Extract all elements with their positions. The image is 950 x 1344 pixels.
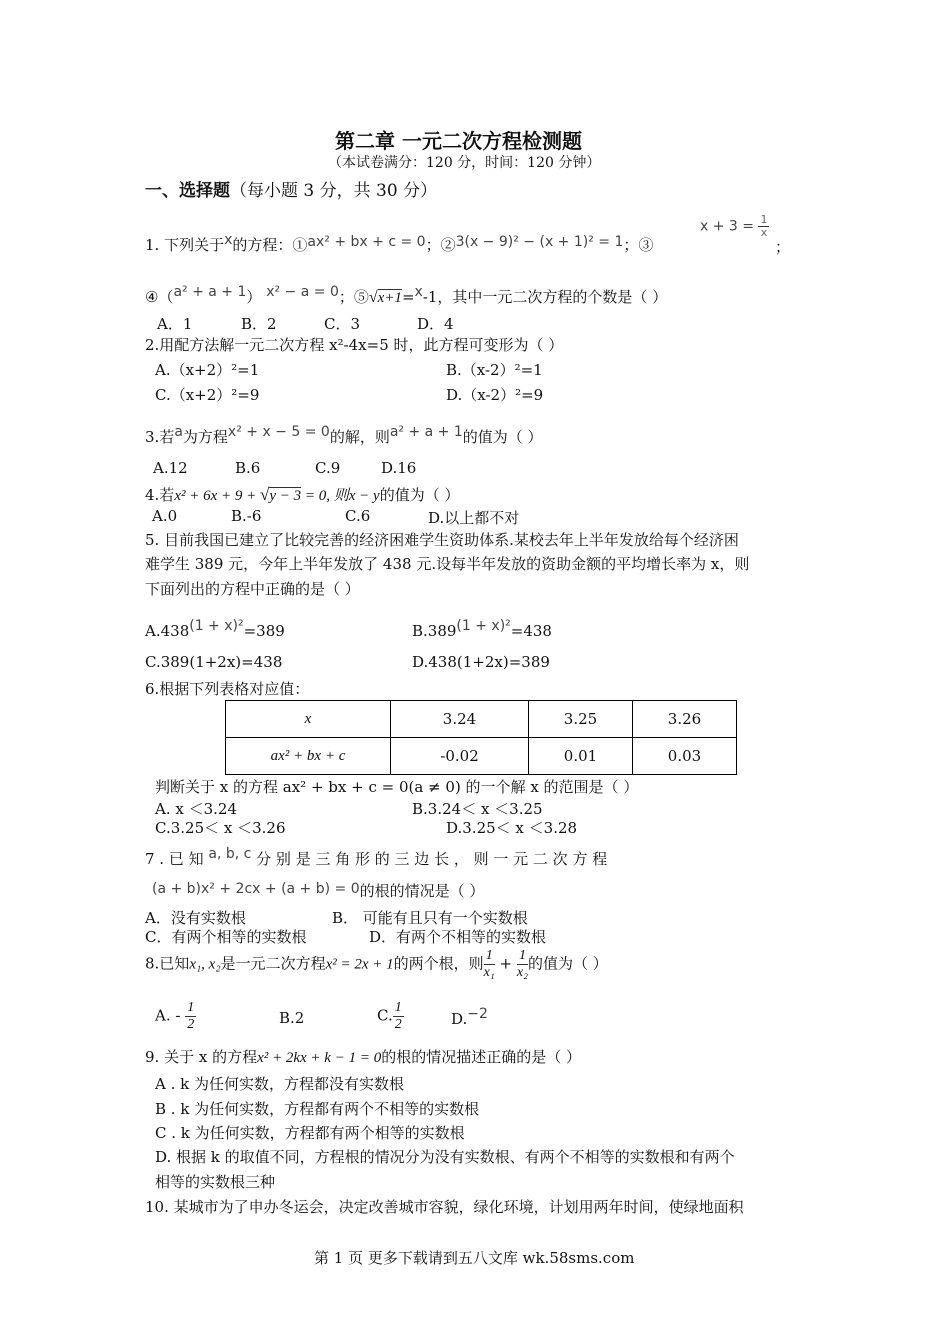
- q1-option-c: C．3: [324, 315, 361, 333]
- q5-option-d: D.438(1+2x)=389: [412, 653, 550, 671]
- q1-eq4b: x² − a = 0: [266, 284, 339, 300]
- q1-eq2: 3(x − 9)² − (x + 1)² = 1: [455, 234, 624, 250]
- q5-a: A.438: [145, 622, 190, 640]
- q8-c-n: 1: [394, 1000, 402, 1015]
- q6-option-d: D.3.25＜ x ＜3.28: [446, 819, 578, 837]
- q3-var: a: [174, 424, 183, 440]
- q5-line2: 难学生 389 元，今年上半年发放了 438 元.设每半年发放的资助金额的平均增长率为 x，则: [145, 555, 750, 573]
- page-footer: 第 1 页 更多下载请到五八文库 wk.58sms.com: [314, 1249, 635, 1267]
- section-heading: [145, 176, 437, 201]
- q8-f2d: x₂: [516, 965, 528, 980]
- q4-option-b: B.-6: [231, 507, 262, 525]
- q8-frac2: [517, 948, 528, 981]
- q7-option-b: B． 可能有且只有一个实数根: [332, 909, 528, 927]
- q7-eq: (a + b)x² + 2cx + (a + b) = 0: [152, 881, 360, 897]
- q8-d-val: −2: [467, 1006, 488, 1022]
- table-cell: x: [226, 701, 391, 738]
- table-cell: ax² + bx + c: [226, 738, 391, 775]
- q4-expr: x − y: [348, 488, 380, 504]
- q1-option-d: D．4: [417, 315, 454, 333]
- q10-stem: 10. 某城市为了申办冬运会，决定改善城市容貌，绿化环境，计划用两年时间，使绿地面积: [145, 1198, 744, 1216]
- q5-b-tail: =438: [510, 622, 552, 640]
- page-title: 第二章 一元二次方程检测题: [335, 129, 582, 153]
- q2-option-a: A.（x+2）²=1: [155, 361, 260, 379]
- q8-c-label: C.: [377, 1006, 393, 1025]
- q1-eq3: [700, 214, 769, 239]
- q9-a: 9. 关于 x 的方程: [145, 1048, 258, 1066]
- q4-b: 的值为（ ）: [379, 486, 460, 504]
- q8-d: 的值为（ ）: [527, 954, 608, 973]
- q8-option-b: B.2: [279, 1009, 305, 1027]
- q9-option-a: A . k 为任何实数，方程都没有实数根: [155, 1075, 404, 1093]
- q7-option-c: C．有两个相等的实数根: [145, 928, 307, 946]
- q1-l2b: ）: [246, 288, 262, 306]
- q9-eq: x² + 2kx + k − 1 = 0: [257, 1050, 382, 1066]
- q1-l2a: ④（: [145, 288, 174, 306]
- q3-b: 为方程: [182, 428, 228, 446]
- q6-option-b: B.3.24＜ x ＜3.25: [412, 800, 543, 818]
- q2-option-c: C.（x+2）²=9: [155, 386, 260, 404]
- q5-line3: 下面列出的方程中正确的是（ ）: [145, 580, 360, 598]
- table-cell: 3.25: [529, 701, 633, 738]
- q8-d-label: D.: [451, 1010, 468, 1028]
- q3-c: 的解，则: [329, 428, 390, 446]
- q9-option-c: C . k 为任何实数，方程都有两个相等的实数根: [155, 1124, 465, 1142]
- q8-plus: +: [499, 954, 513, 973]
- table-row: [226, 701, 737, 738]
- table-cell: 0.01: [529, 738, 633, 775]
- q8-a-d: 2: [187, 1017, 195, 1032]
- q8-c-d: 2: [394, 1017, 402, 1032]
- q8-a-label: A. -: [155, 1006, 181, 1025]
- q5-line1: 5. 目前我国已建立了比较完善的经济困难学生资助体系.某校去年上半年发放给每个经济困: [145, 531, 739, 549]
- section-title: 一、选择题: [145, 181, 230, 201]
- q6-table: [225, 700, 737, 775]
- q8-f2n: 1: [517, 948, 528, 965]
- q8-f1d: x₁: [483, 965, 495, 980]
- q9-b: 的根的情况描述正确的是（ ）: [381, 1048, 581, 1066]
- table-cell: 3.24: [391, 701, 529, 738]
- q5-b-eq: (1 + x)²: [456, 618, 511, 634]
- q1-eq1: ax² + bx + c = 0: [307, 234, 426, 250]
- q7-vars: a, b, c: [208, 846, 252, 862]
- table-row: [226, 738, 737, 775]
- q1-l2c: ；⑤: [338, 288, 369, 306]
- q7-option-a: A．没有实数根: [145, 909, 246, 927]
- q9-option-b: B . k 为任何实数，方程都有两个不相等的实数根: [155, 1100, 480, 1118]
- q4-option-d: D.以上都不对: [428, 509, 520, 527]
- q5-a-eq: (1 + x)²: [189, 618, 244, 634]
- q1-mid: 的方程：①: [232, 236, 308, 254]
- q1-line1: [145, 232, 653, 255]
- q1-eq3-num: 1: [760, 213, 768, 226]
- q1-l2var: x: [414, 284, 423, 300]
- q1-option-a: A．1: [157, 315, 193, 333]
- q3-option-d: D.16: [381, 459, 417, 477]
- q9-option-d-line1: D. 根据 k 的取值不同，方程根的情况分为没有实数根、有两个不相等的实数根和有两个: [155, 1148, 735, 1166]
- q7-b: 分 别 是 三 角 形 的 三 边 长 ， 则 一 元 二 次 方 程: [256, 850, 608, 868]
- q3-option-b: B.6: [235, 459, 261, 477]
- q1-eq3-frac: [758, 214, 769, 239]
- q3-eq: x² + x − 5 = 0: [227, 424, 330, 440]
- q8-c: 的两个根，则: [393, 954, 484, 973]
- q1-l2e: -1，其中一元二次方程的个数是（ ）: [422, 288, 668, 306]
- q8-option-c: [377, 1000, 404, 1033]
- q1-l2d: =: [401, 288, 415, 306]
- q8-a: 8.已知: [145, 954, 190, 973]
- q6-option-a: A. x ＜3.24: [155, 800, 237, 818]
- q8-frac1: [484, 948, 495, 981]
- q4-a: 4.若: [145, 486, 175, 504]
- q8-roots: x₁, x₂: [189, 956, 221, 973]
- q7-a: 7 . 已 知: [145, 850, 204, 868]
- q5-a-tail: =389: [243, 622, 285, 640]
- q4-root: y − 3: [269, 488, 302, 504]
- q2-option-b: B.（x-2）²=1: [446, 361, 543, 379]
- q8-a-frac: [185, 1000, 196, 1033]
- q1-sep: ；②: [425, 236, 456, 254]
- q1-eq4a: a² + a + 1: [173, 284, 247, 300]
- q6-judge: 判断关于 x 的方程 ax² + bx + c = 0(a ≠ 0) 的一个解 x 的范围是（ ）: [155, 778, 639, 796]
- q8-option-d: [451, 1006, 488, 1028]
- q4-eq: x² + 6x + 9 +: [174, 488, 260, 504]
- q7-tail: 的根的情况是（ ）: [359, 882, 485, 900]
- q7-option-d: D．有两个不相等的实数根: [369, 928, 547, 946]
- q4-option-c: C.6: [345, 507, 371, 525]
- q3-d: 的值为（ ）: [462, 428, 543, 446]
- q1-option-b: B．2: [241, 315, 277, 333]
- q1-var: x: [224, 232, 233, 248]
- q1-line2: ④（$^{a^2 + a + 1}$） $^{x^2 - a = 0}$；⑤√x+1=$^x$-1，其中一元二次方程的个数是（ ）: [145, 284, 668, 306]
- q9-option-d-line2: 相等的实数根三种: [155, 1173, 276, 1191]
- q1-sep2: ；③: [623, 236, 654, 254]
- q1-eq3-lhs: x + 3 =: [700, 218, 759, 235]
- q8-f1n: 1: [484, 948, 495, 965]
- table-cell: 3.26: [633, 701, 737, 738]
- subtitle: （本试卷满分：120 分，时间：120 分钟）: [328, 155, 601, 171]
- q3-a: 3.若: [145, 428, 175, 446]
- q1-eq5: x+1: [377, 290, 402, 306]
- table-cell: 0.03: [633, 738, 737, 775]
- q9-stem: [145, 1046, 581, 1067]
- q4-eq-tail: = 0, 则: [301, 488, 349, 504]
- q6-stem: 6.根据下列表格对应值：: [145, 680, 310, 698]
- q1-eq3-den: x: [760, 226, 768, 239]
- q4-option-a: A.0: [152, 507, 178, 525]
- q2-stem: 2.用配方法解一元二次方程 x²-4x=5 时，此方程可变形为（ ）: [145, 336, 564, 354]
- q1-tail: ；: [775, 238, 791, 256]
- q3-expr: a² + a + 1: [389, 424, 463, 440]
- q7-line1: [145, 846, 607, 869]
- table-cell: -0.02: [391, 738, 529, 775]
- q5-option-c: C.389(1+2x)=438: [145, 653, 283, 671]
- q8-eq: x² = 2x + 1: [325, 956, 394, 973]
- q2-option-d: D.（x-2）²=9: [446, 386, 544, 404]
- q6-option-c: C.3.25＜ x ＜3.26: [155, 819, 286, 837]
- q7-line2: [152, 880, 484, 901]
- q3-option-c: C.9: [315, 459, 341, 477]
- q5-option-b: [412, 618, 552, 640]
- q8-c-frac: [393, 1000, 404, 1033]
- q5-b: B.389: [412, 622, 457, 640]
- q8-a-n: 1: [187, 1000, 195, 1015]
- q3-stem: [145, 424, 543, 447]
- q8-stem: [145, 948, 608, 981]
- q3-option-a: A.12: [153, 459, 188, 477]
- q8-option-a: [155, 1000, 196, 1033]
- q4-stem: 4.若x² + 6x + 9 + √y − 3 = 0, 则x − y的值为（ ）: [145, 485, 460, 504]
- q5-option-a: [145, 618, 285, 640]
- section-note: （每小题 3 分，共 30 分）: [230, 181, 438, 201]
- q8-b: 是一元二次方程: [220, 954, 326, 973]
- q1-prefix: 1. 下列关于: [145, 236, 225, 254]
